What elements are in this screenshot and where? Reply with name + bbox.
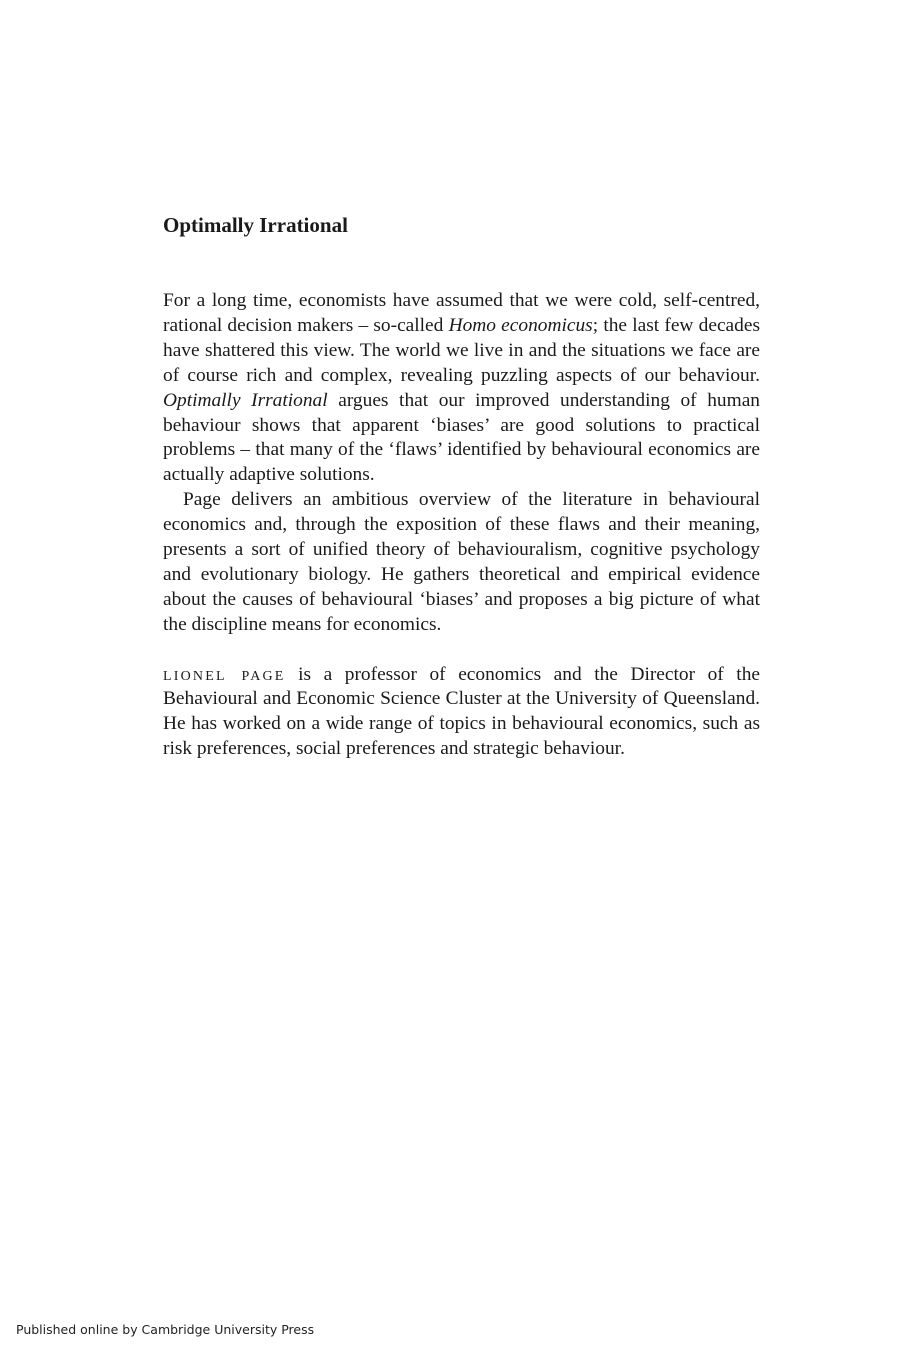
blurb-section xyxy=(163,289,760,762)
author-name: lionel page xyxy=(163,663,286,685)
publisher-footer: Published online by Cambridge University Press xyxy=(16,1322,315,1337)
blurb-p1-text-1: For a long time, economists have assumed that we were cold, self-centred, rational decision makers – so-called xyxy=(163,290,760,336)
blurb-p1-text-2: ; the last few decades have shattered this view. The world we live in and the situations we face are of course rich and complex, revealing puzzling aspects of our behaviour. xyxy=(163,314,761,386)
author-bio-text: is a professor of economics and the Director of the Behavioural and Economic Science Cluster at the University of Queensland. He has worked on a wide range of topics in behavioural economics, such as risk preferences, social preferences and strategic behaviour. xyxy=(163,663,760,760)
blurb-p1-text-3: argues that our improved understanding of human behaviour shows that apparent ‘biases’ are good solutions to practical problems – that many of the ‘flaws’ identified by behavioural economics are actually adaptive solutions. xyxy=(163,389,760,486)
blurb-paragraph-1 xyxy=(163,289,760,488)
blurb-paragraph-2: Page delivers an ambitious overview of the literature in behavioural economics and, through the exposition of these flaws and their meaning, presents a sort of unified theory of behaviouralism, cognitive psychology and evolutionary biology. He gathers theoretical and empirical evidence about the causes of behavioural ‘biases’ and proposes a big picture of what the discipline means for economics. xyxy=(163,489,760,635)
book-title-reference: Optimally Irrational xyxy=(163,389,328,411)
book-title: Optimally Irrational xyxy=(163,213,348,237)
homo-economicus-term: Homo economicus xyxy=(448,314,593,336)
author-bio xyxy=(163,663,760,763)
